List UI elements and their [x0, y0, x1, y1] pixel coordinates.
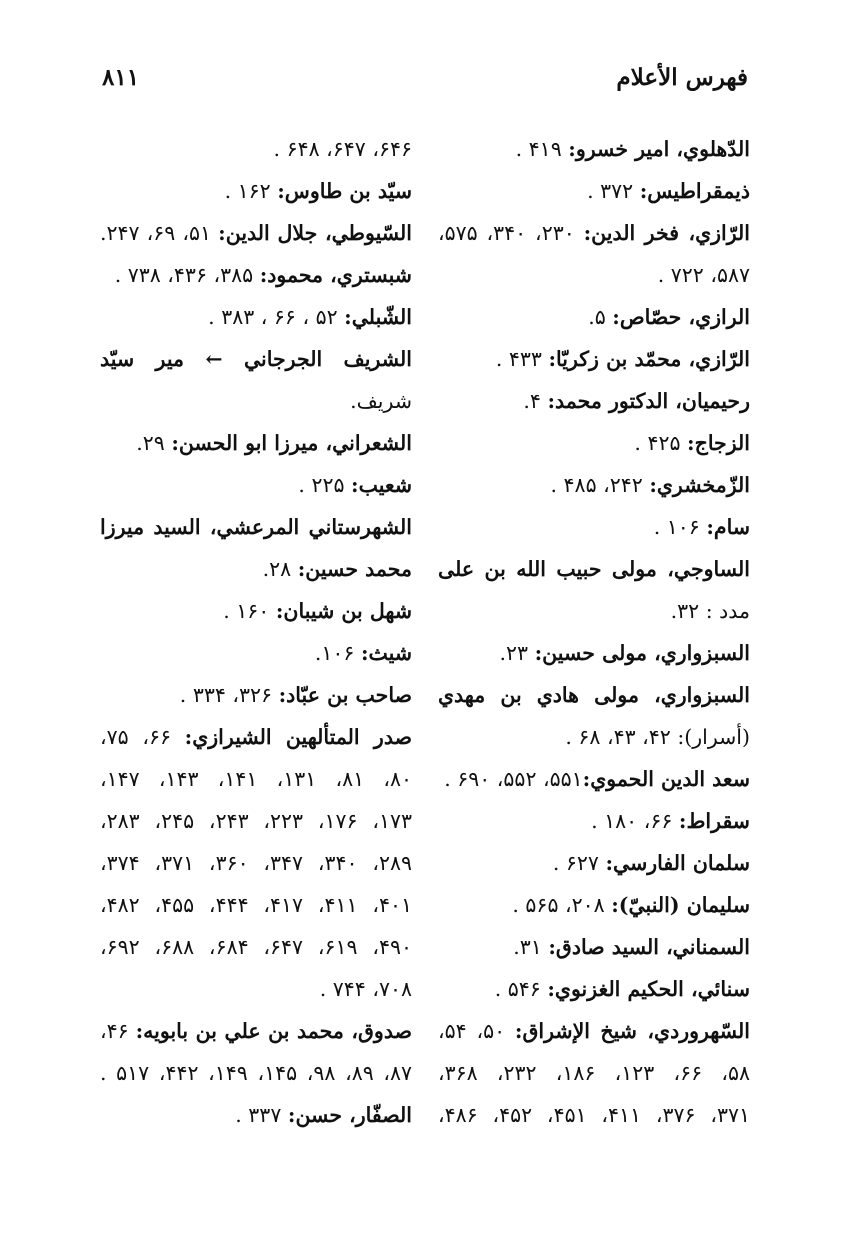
index-entry-line — [438, 1010, 750, 1052]
index-entry-line — [100, 716, 412, 758]
entry-name: صاحب بن عبّاد: — [278, 683, 412, 707]
entry-name: الشهرستاني المرعشي، السيد ميرزا — [100, 515, 412, 539]
index-entry-line — [438, 1052, 750, 1094]
index-entry-line — [438, 968, 750, 1010]
index-entry-line — [100, 128, 412, 170]
index-entry-line — [100, 926, 412, 968]
index-entry-line — [100, 842, 412, 884]
entry-pages: ۶۲۷ . — [552, 851, 606, 875]
index-entry-line — [100, 464, 412, 506]
entry-pages: ۵۸، ۶۶، ۱۲۳، ۱۸۶، ۲۳۲، ۳۶۸، — [438, 1061, 750, 1085]
index-entry-line — [438, 800, 750, 842]
entry-pages: ۱۷۳، ۱۷۶، ۲۲۳، ۲۴۳، ۲۴۵، ۲۸۳، — [100, 809, 412, 833]
index-entry-line — [100, 758, 412, 800]
entry-name: سقراط: — [678, 809, 750, 833]
entry-pages: ۳۷۱، ۳۷۶، ۴۱۱، ۴۵۱، ۴۵۲، ۴۸۶، — [438, 1103, 750, 1127]
entry-name: سيّد بن طاوس: — [277, 179, 412, 203]
index-entry-line — [438, 590, 750, 632]
index-entry-line — [438, 254, 750, 296]
entry-name: الدّهلوي، امير خسرو: — [568, 137, 750, 161]
running-title: فهرس الأعلام — [616, 64, 748, 91]
entry-name: الشعراني، ميرزا ابو الحسن: — [171, 431, 412, 455]
entry-name: الرّازي، محمّد بن زكريّا: — [548, 347, 750, 371]
entry-pages: ۵۱، ۶۹، ۲۴۷. — [100, 221, 219, 245]
index-entry-line — [100, 296, 412, 338]
entry-pages: ۴۹۰، ۶۱۹، ۶۴۷، ۶۸۴، ۶۸۸، ۶۹۲، — [100, 935, 412, 959]
entry-pages: ۲۰۸، ۵۶۵ . — [512, 893, 612, 917]
entry-name: الزجاج: — [687, 431, 750, 455]
entry-pages: ۵۸۷، ۷۲۲ . — [657, 263, 750, 287]
entry-pages: ۵۰، ۵۴، — [438, 1019, 515, 1043]
index-entry-line — [100, 968, 412, 1010]
index-entry-line — [100, 674, 412, 716]
entry-pages: ۴۱۹ . — [515, 137, 569, 161]
index-entry-line — [100, 506, 412, 548]
entry-pages: ۴. — [523, 389, 548, 413]
index-entry-line — [100, 422, 412, 464]
entry-pages: ۱۶۰ . — [223, 599, 276, 623]
entry-pages: ۱۶۲ . — [224, 179, 278, 203]
entry-pages: ۵۴۶ . — [494, 977, 548, 1001]
entry-name: شعيب: — [351, 473, 412, 497]
entry-name: سام: — [706, 515, 750, 539]
index-entry-line — [100, 1052, 412, 1094]
index-entry-line — [100, 1094, 412, 1136]
entry-pages: ۲۹. — [136, 431, 172, 455]
entry-name: السّهروردي، شيخ الإشراق: — [514, 1019, 750, 1043]
entry-name: سليمان (النبيّ): — [611, 893, 750, 917]
index-entry-line — [438, 632, 750, 674]
index-entry-line — [438, 674, 750, 716]
index-entry-line — [100, 548, 412, 590]
index-entry-line — [438, 548, 750, 590]
entry-pages: ۲۲۵ . — [298, 473, 352, 497]
index-entry-line — [438, 506, 750, 548]
entry-pages: ۳۳۷ . — [235, 1103, 288, 1127]
entry-name: السّيوطي، جلال الدين: — [218, 221, 412, 245]
index-entry-line — [438, 212, 750, 254]
entry-pages: ۳۸۵، ۴۳۶، ۷۳۸ . — [114, 263, 260, 287]
entry-pages: ۵۵۱، ۵۵۲، ۶۹۰ . — [444, 767, 583, 791]
entry-pages: ۶۶، ۱۸۰ . — [591, 809, 679, 833]
entry-pages: ۲۸۹، ۳۴۰، ۳۴۷، ۳۶۰، ۳۷۱، ۳۷۴، — [100, 851, 412, 875]
page-header — [100, 58, 748, 98]
entry-name: الرازي، حصّاص: — [612, 305, 750, 329]
entry-name: شبستري، محمود: — [259, 263, 412, 287]
entry-name: شهل بن شيبان: — [275, 599, 412, 623]
entry-pages: ۲۳۰، ۳۴۰، ۵۷۵، — [438, 221, 584, 245]
entry-pages: ۴۳۳ . — [495, 347, 549, 371]
entry-name: السبزواري، مولى حسين: — [534, 641, 750, 665]
index-body — [100, 128, 750, 1136]
entry-name: محمد حسين: — [297, 557, 412, 581]
entry-name: صدوق، محمد بن علي بن بابويه: — [135, 1019, 412, 1043]
entry-name: ذيمقراطيس: — [639, 179, 750, 203]
entry-pages: (أسرار): ۴۲، ۴۳، ۶۸ . — [565, 725, 750, 749]
index-entry-line — [100, 884, 412, 926]
index-entry-line — [438, 380, 750, 422]
index-entry-line — [100, 1010, 412, 1052]
entry-pages: ۳۱. — [513, 935, 549, 959]
index-entry-line — [100, 170, 412, 212]
index-entry-line — [100, 212, 412, 254]
index-entry-line — [100, 590, 412, 632]
entry-name: السمناني، السيد صادق: — [548, 935, 750, 959]
entry-pages: ۴۶، — [100, 1019, 136, 1043]
index-entry-line — [100, 380, 412, 422]
index-entry-line — [438, 1094, 750, 1136]
entry-name: شيث: — [360, 641, 412, 665]
entry-pages: ۴۰۱، ۴۱۱، ۴۱۷، ۴۴۴، ۴۵۵، ۴۸۲، — [100, 893, 412, 917]
entry-pages: ۳۷۲ . — [587, 179, 640, 203]
index-entry-line — [438, 128, 750, 170]
index-entry-line — [438, 716, 750, 758]
entry-name: السبزواري، مولى هادي بن مهدي — [438, 683, 750, 707]
index-entry-line — [438, 296, 750, 338]
index-entry-line — [438, 464, 750, 506]
entry-pages: ۸۰، ۸۱، ۱۳۱، ۱۴۱، ۱۴۳، ۱۴۷، — [100, 767, 412, 791]
index-entry-line — [100, 254, 412, 296]
entry-name: سنائي، الحكيم الغزنوي: — [547, 977, 750, 1001]
index-entry-line — [100, 338, 412, 380]
entry-pages: ۲۴۲، ۴۸۵ . — [550, 473, 650, 497]
entry-pages: ۷۰۸، ۷۴۴ . — [319, 977, 412, 1001]
entry-name: الشريف الجرجاني ← مير سيّد — [100, 347, 412, 371]
entry-name: رحيميان، الدكتور محمد: — [547, 389, 750, 413]
entry-pages: ۳۲۶، ۳۳۴ . — [179, 683, 279, 707]
entry-name: الساوجي، مولى حبيب الله بن على — [438, 557, 750, 581]
index-column-right — [438, 128, 750, 1136]
index-entry-line — [438, 422, 750, 464]
entry-name: الرّازي، فخر الدين: — [583, 221, 750, 245]
entry-pages: ۱۰۶ . — [653, 515, 707, 539]
entry-pages: ۸۷، ۸۹، ۹۸، ۱۴۵، ۱۴۹، ۴۴۲، ۵۱۷ . — [100, 1061, 412, 1085]
index-entry-line — [438, 338, 750, 380]
entry-name: الصفّار، حسن: — [287, 1103, 412, 1127]
entry-name: صدر المتألهين الشيرازي: — [184, 725, 412, 749]
entry-name: الشّبلي: — [344, 305, 412, 329]
entry-pages: ۵۲ ، ۶۶ ، ۳۸۳ . — [208, 305, 345, 329]
page-number: ٨١١ — [102, 64, 140, 91]
entry-pages: ۲۳. — [499, 641, 535, 665]
index-entry-line — [438, 926, 750, 968]
entry-pages: ۵. — [588, 305, 613, 329]
index-entry-line — [100, 800, 412, 842]
entry-name: سلمان الفارسي: — [605, 851, 750, 875]
index-entry-line — [438, 842, 750, 884]
index-entry-line — [438, 170, 750, 212]
entry-pages: شريف. — [350, 389, 412, 413]
index-entry-line — [438, 758, 750, 800]
entry-name: الزّمخشري: — [649, 473, 750, 497]
entry-name: سعد الدين الحموي: — [582, 767, 750, 791]
entry-pages: ۱۰۶. — [314, 641, 361, 665]
entry-pages: ۶۴۶، ۶۴۷، ۶۴۸ . — [273, 137, 412, 161]
entry-pages: ۴۲۵ . — [634, 431, 688, 455]
entry-pages: ۶۶، ۷۵، — [100, 725, 185, 749]
index-column-left — [100, 128, 412, 1136]
index-entry-line — [100, 632, 412, 674]
entry-pages: مدد : ۳۲. — [670, 599, 750, 623]
entry-pages: ۲۸. — [262, 557, 298, 581]
index-entry-line — [438, 884, 750, 926]
